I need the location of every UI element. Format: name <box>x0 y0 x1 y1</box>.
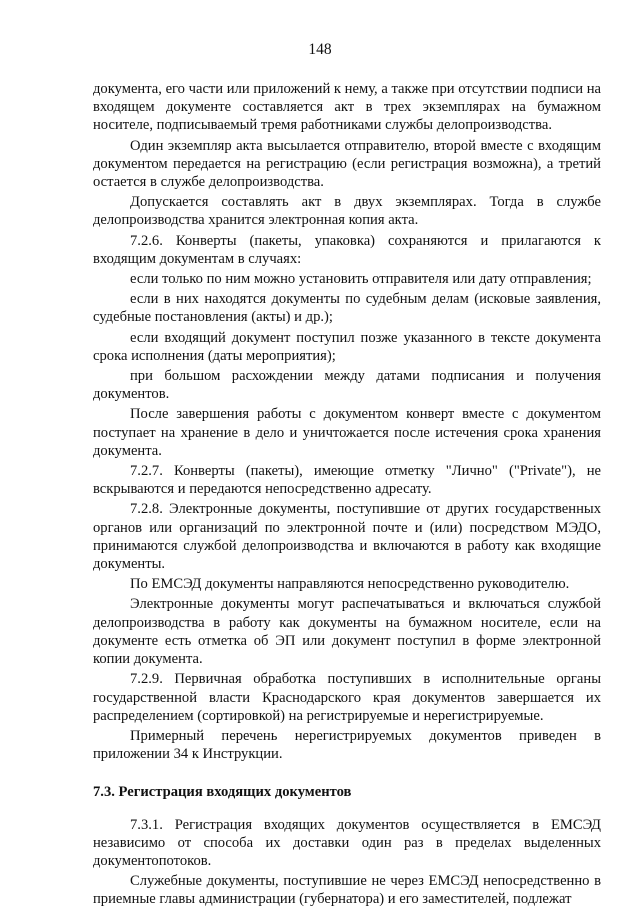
paragraph: По ЕМСЭД документы направляются непосредственно руководителю. <box>130 576 570 593</box>
paragraph: Один экземпляр акта высылается отправителю, второй вместе с входящим документом передается на регистрацию (если регистрация возможна), а третий остается в службе делопроизводства. <box>93 137 601 191</box>
paragraph: документа, его части или приложений к нему, а также при отсутствии подписи на входящем документе составляется акт в трех экземплярах на бумажном носителе, подписываемый тремя работниками службы делопроизводства. <box>93 81 601 134</box>
section-heading: 7.3. Регистрация входящих документов <box>93 784 352 801</box>
paragraph: 7.3.1. Регистрация входящих документов осуществляется в ЕМСЭД независимо от способа их доставки один раз в пределах выделенных документопотоков. <box>93 816 601 869</box>
paragraphs-before <box>93 80 601 763</box>
paragraph: если входящий документ поступил позже указанного в тексте документа срока исполнения (даты мероприятия); <box>93 329 601 364</box>
paragraph: Допускается составлять акт в двух экземплярах. Тогда в службе делопроизводства хранится электронная копия акта. <box>93 194 601 229</box>
page-number: 148 <box>308 41 332 58</box>
paragraph: 7.2.9. Первичная обработка поступивших в исполнительные органы государственной власти Краснодарского края документов завершается их распределением (сортировкой) на регистрируемые и нерегистрируемые. <box>93 671 601 724</box>
paragraph: 7.2.6. Конверты (пакеты, упаковка) сохраняются и прилагаются к входящим документам в случаях: <box>93 232 601 267</box>
paragraphs-after <box>93 816 601 909</box>
paragraph: если в них находятся документы по судебным делам (исковые заявления, судебные постановления (акты) и др.); <box>93 291 601 326</box>
paragraph: Примерный перечень нерегистрируемых документов приведен в приложении 34 к Инструкции. <box>93 727 601 763</box>
document-body <box>93 80 601 911</box>
paragraph: Служебные документы, поступившие не через ЕМСЭД непосредственно в приемные главы администрации (губернатора) и его заместителей, подлежат <box>93 873 601 908</box>
paragraph: если только по ним можно установить отправителя или дату отправления; <box>130 271 592 288</box>
paragraph: 7.2.8. Электронные документы, поступившие от других государственных органов или организаций по электронной почте и (или) посредством МЭДО, принимаются службой делопроизводства и включаются в работу как входящие документы. <box>93 501 601 573</box>
paragraph: После завершения работы с документом конверт вместе с документом поступает на хранение в дело и уничтожается после истечения срока хранения документа. <box>93 406 601 459</box>
paragraph: Электронные документы могут распечатываться и включаться службой делопроизводства в работу как документы на бумажном носителе, если на документе есть отметка об ЭП или документ поступил в форме электронной копии документа. <box>93 596 601 668</box>
paragraph: при большом расхождении между датами подписания и получения документов. <box>93 368 601 403</box>
paragraph: 7.2.7. Конверты (пакеты), имеющие отметку "Лично" ("Private"), не вскрываются и передаются непосредственно адресату. <box>93 463 601 498</box>
